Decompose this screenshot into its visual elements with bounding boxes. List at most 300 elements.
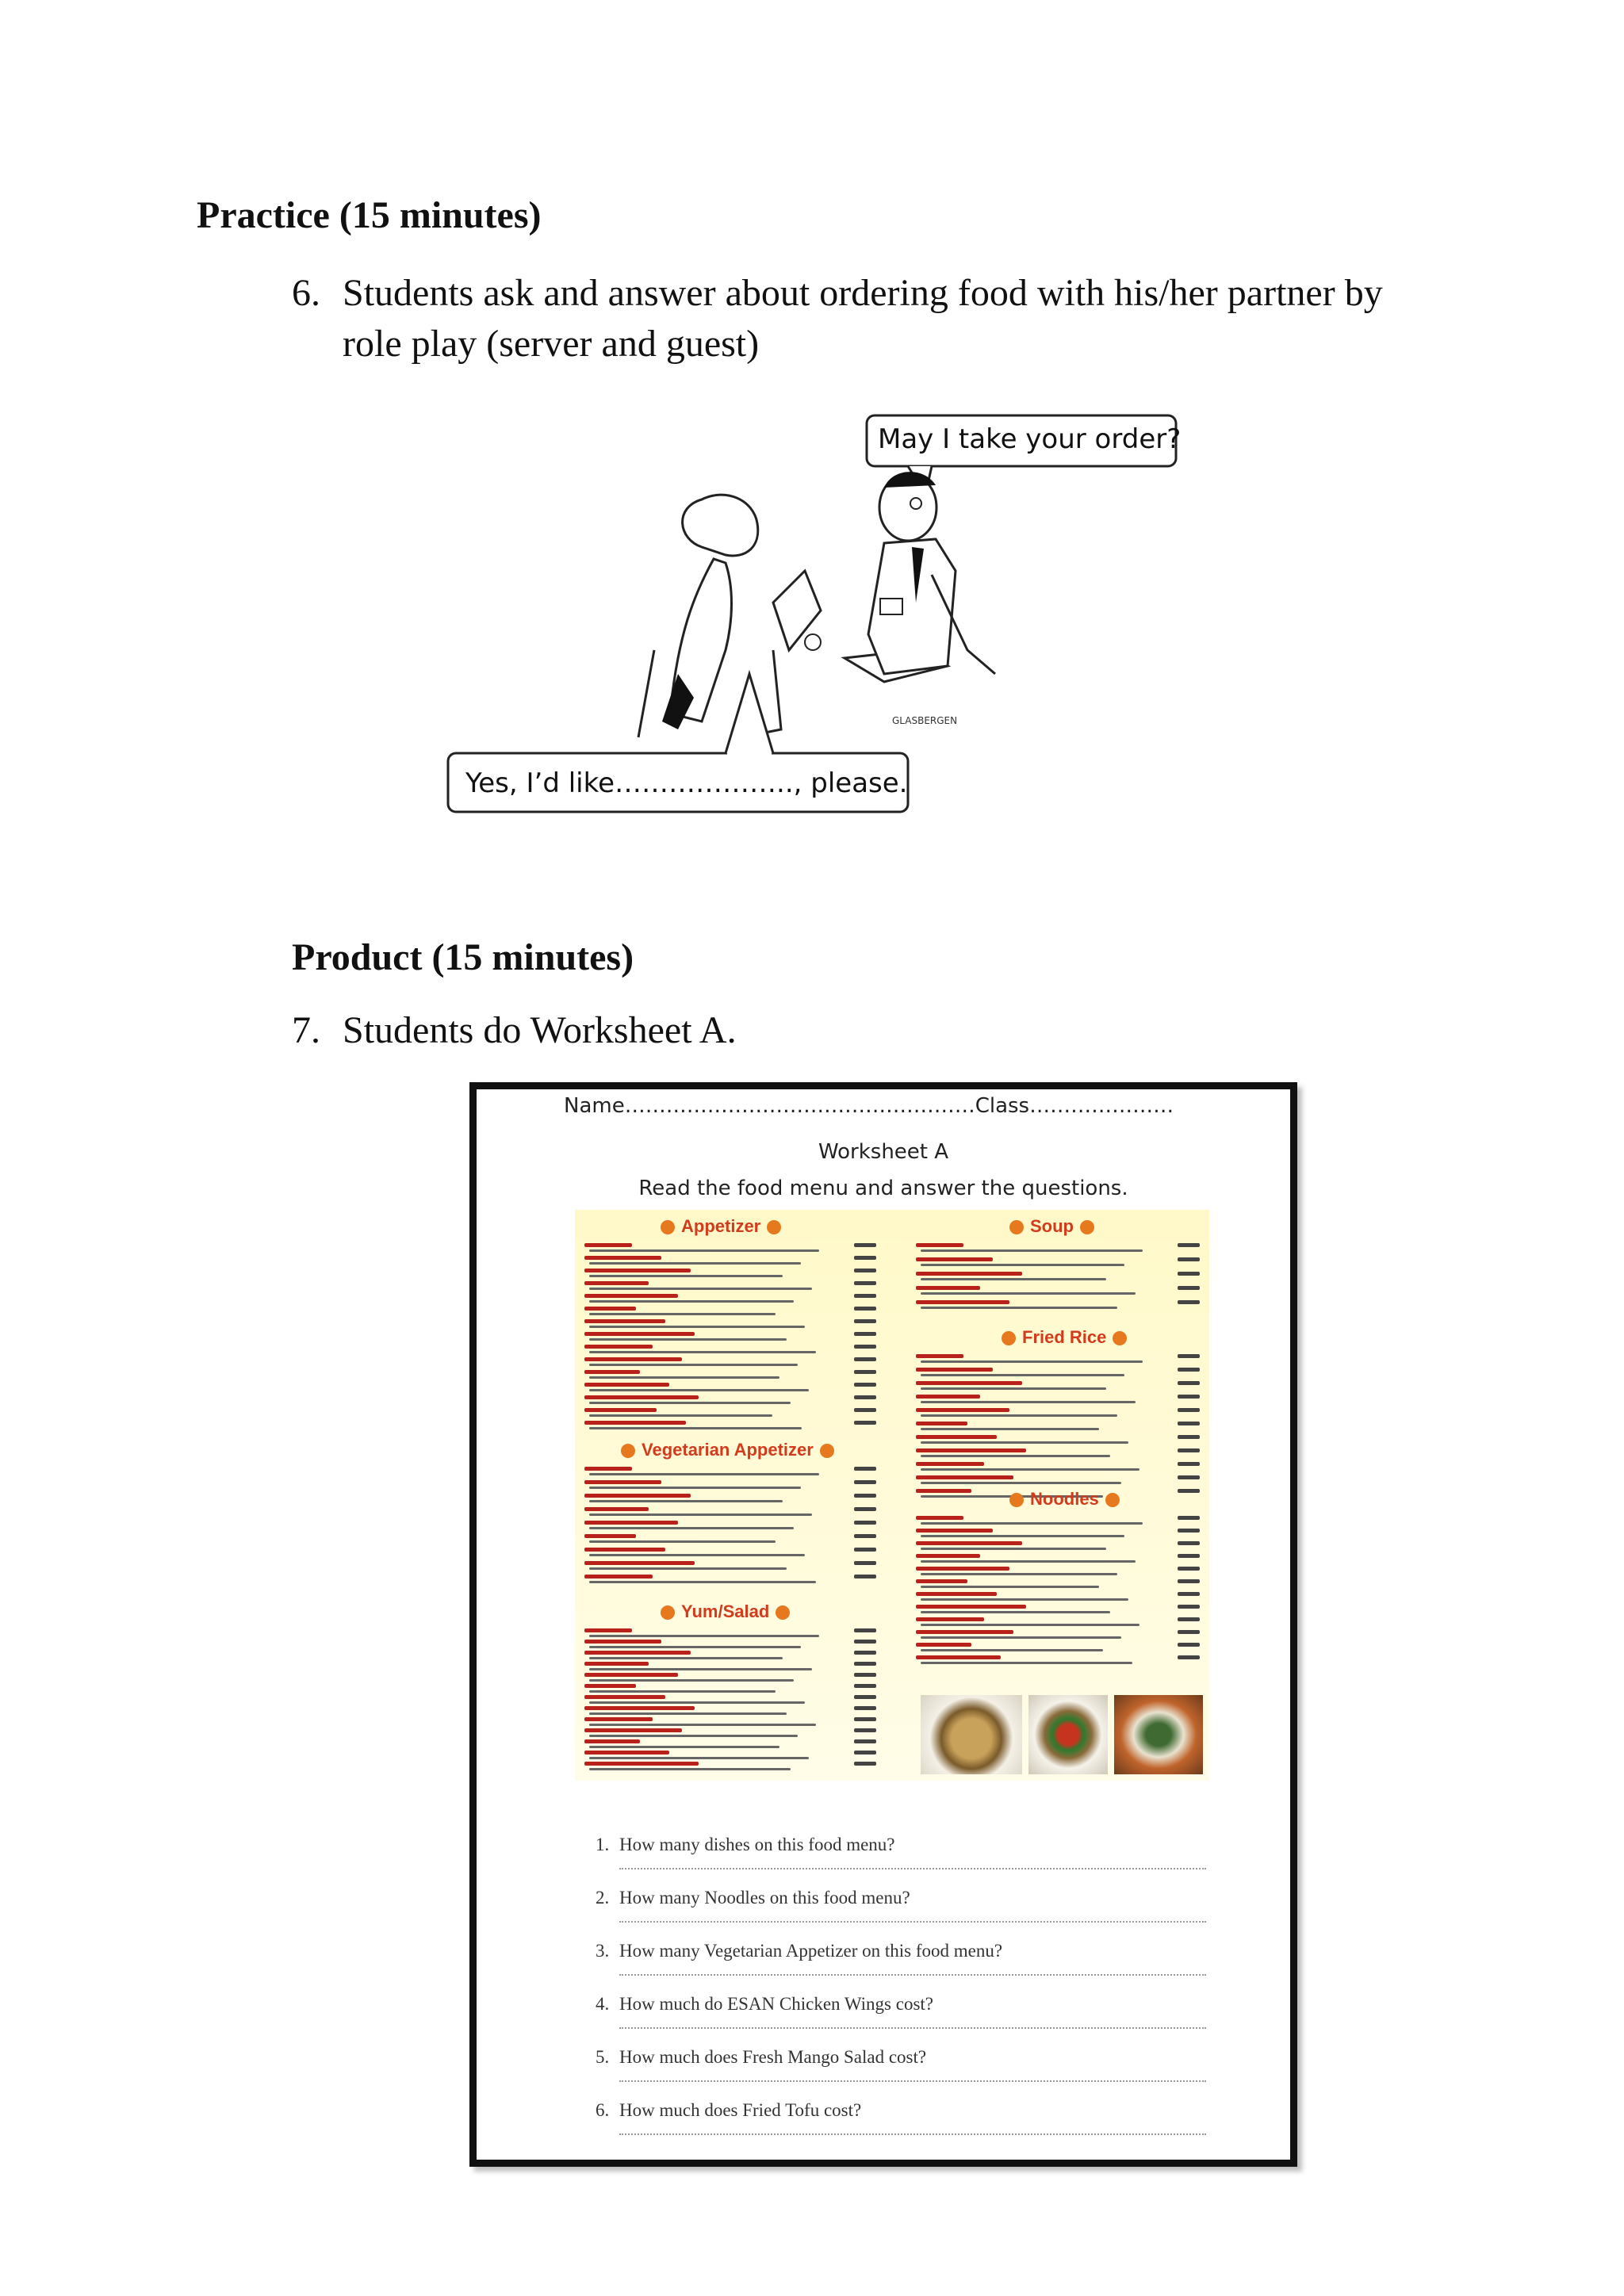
menu-item-name [584, 1421, 686, 1425]
menu-item-row [916, 1516, 1201, 1527]
menu-item-description [921, 1548, 1106, 1550]
menu-item-price [854, 1534, 876, 1538]
menu-item-description [589, 1376, 779, 1379]
menu-item-row [584, 1319, 878, 1330]
menu-item-description [921, 1307, 1117, 1309]
menu-item-row [584, 1728, 878, 1739]
menu-item-name [916, 1368, 993, 1372]
menu-item-name [584, 1684, 636, 1688]
menu-item-row [916, 1462, 1201, 1473]
menu-item-price [854, 1695, 876, 1699]
menu-item-row [916, 1448, 1201, 1460]
worksheet-title: Worksheet A [818, 1140, 949, 1164]
menu-item-row [916, 1368, 1201, 1379]
menu-item-price [1178, 1529, 1200, 1533]
soup-rows [916, 1243, 1201, 1322]
menu-item-row [916, 1655, 1201, 1667]
menu-item-row [584, 1357, 878, 1368]
menu-item-row [916, 1630, 1201, 1641]
menu-section-appetizer [654, 1216, 787, 1237]
menu-item-price [854, 1561, 876, 1565]
food-menu [575, 1210, 1209, 1781]
menu-item-description [921, 1636, 1121, 1639]
menu-item-row [584, 1684, 878, 1695]
menu-item-description [589, 1351, 816, 1353]
cartoon-drawing [440, 412, 1178, 825]
menu-item-description [589, 1262, 801, 1265]
flower-bullet-icon [820, 1444, 834, 1458]
menu-item-row [916, 1617, 1201, 1628]
menu-item-description [589, 1701, 805, 1704]
flower-bullet-icon [1113, 1331, 1127, 1345]
menu-item-price [854, 1467, 876, 1471]
food-photo-3 [1114, 1695, 1203, 1774]
menu-item-description [589, 1487, 801, 1489]
menu-item-price [854, 1345, 876, 1349]
menu-item-price [1178, 1300, 1200, 1304]
menu-item-name [584, 1728, 682, 1732]
menu-item-price [854, 1507, 876, 1511]
menu-item-name [584, 1480, 661, 1484]
menu-item-price [854, 1706, 876, 1710]
menu-item-row [584, 1243, 878, 1254]
menu-section-soup [1003, 1216, 1101, 1237]
menu-item-row [584, 1467, 878, 1478]
menu-item-description [589, 1581, 816, 1583]
menu-item-description [589, 1679, 794, 1682]
menu-item-price [1178, 1243, 1200, 1247]
flower [805, 634, 821, 650]
worksheet-questions [596, 1835, 1230, 2160]
menu-item-description [921, 1649, 1103, 1651]
menu-item-name [916, 1272, 1022, 1276]
menu-item-description [589, 1313, 776, 1315]
answer-line [619, 2027, 1206, 2029]
menu-item-name [916, 1592, 997, 1596]
menu-item-description [589, 1414, 772, 1417]
menu-item-row [916, 1567, 1201, 1578]
menu-item-row [916, 1643, 1201, 1654]
yum-salad-rows [584, 1628, 878, 1779]
menu-item-name [584, 1345, 653, 1349]
menu-item-description [921, 1441, 1128, 1444]
menu-item-name [584, 1383, 669, 1387]
menu-item-row [584, 1706, 878, 1717]
menu-item-row [916, 1529, 1201, 1540]
menu-item-description [921, 1292, 1136, 1295]
menu-item-name [916, 1643, 971, 1647]
menu-item-row [584, 1673, 878, 1684]
menu-item-row [916, 1272, 1201, 1283]
flower-bullet-icon [1009, 1493, 1024, 1507]
menu-item-row [584, 1421, 878, 1432]
menu-item-name [584, 1706, 695, 1710]
menu-item-description [589, 1690, 776, 1693]
menu-item-name [584, 1494, 691, 1498]
menu-item-description [589, 1500, 783, 1502]
fried-rice-rows [916, 1354, 1201, 1505]
menu-item-name [916, 1617, 984, 1621]
menu-item-name [916, 1475, 1013, 1479]
menu-item-description [589, 1389, 809, 1391]
menu-item-description [589, 1513, 812, 1516]
menu-item-description [921, 1522, 1143, 1525]
worksheet-name-class-line: Name……………………………………………Class………………… [564, 1094, 1174, 1118]
menu-item-price [854, 1421, 876, 1425]
menu-item-name [584, 1408, 657, 1412]
menu-item-name [916, 1435, 997, 1439]
menu-item-name [584, 1651, 691, 1655]
restaurant-cartoon [440, 412, 1182, 825]
menu-item-description [589, 1540, 776, 1543]
menu-item-row [584, 1548, 878, 1559]
product-heading: Product (15 minutes) [292, 936, 634, 978]
vegetarian-label: Vegetarian Appetizer [642, 1440, 814, 1460]
menu-item-name [916, 1408, 1009, 1412]
menu-item-price [854, 1662, 876, 1666]
menu-item-row [584, 1370, 878, 1381]
menu-item-price [1178, 1579, 1200, 1583]
menu-item-row [916, 1381, 1201, 1392]
menu-item-description [589, 1364, 798, 1366]
menu-item-description [589, 1427, 802, 1429]
menu-item-row [916, 1592, 1201, 1603]
question-number: 4. [596, 1994, 610, 2014]
menu-item-description [921, 1374, 1124, 1376]
fried-rice-label: Fried Rice [1022, 1327, 1107, 1347]
appetizer-label: Appetizer [681, 1216, 761, 1236]
menu-item-name [916, 1354, 963, 1358]
answer-line [619, 1868, 1206, 1869]
menu-item-price [1178, 1489, 1200, 1493]
menu-item-description [589, 1249, 819, 1252]
flower-bullet-icon [621, 1444, 635, 1458]
menu-item-description [921, 1611, 1110, 1613]
menu-item-name [584, 1395, 699, 1399]
menu-item-row [916, 1554, 1201, 1565]
menu-item-price [854, 1494, 876, 1498]
question-number: 6. [596, 2100, 610, 2120]
menu-item-row [916, 1541, 1201, 1552]
question-text: How much does Fresh Mango Salad cost? [619, 2047, 927, 2067]
menu-item-description [921, 1573, 1117, 1575]
menu-section-yum-salad [654, 1601, 796, 1622]
menu-item-price [854, 1243, 876, 1247]
menu-item-row [584, 1662, 878, 1673]
menu-item-row [916, 1422, 1201, 1433]
menu-item-description [589, 1724, 816, 1726]
menu-item-name [916, 1529, 993, 1533]
menu-item-name [584, 1269, 691, 1272]
menu-item-name [584, 1294, 678, 1298]
menu-item-price [854, 1269, 876, 1272]
menu-item-name [584, 1762, 699, 1766]
practice-item-number: 6. [292, 272, 320, 314]
menu-item-name [584, 1319, 665, 1323]
menu-item-name [916, 1630, 1013, 1634]
menu-item-description [589, 1275, 783, 1277]
menu-item-description [589, 1554, 805, 1556]
woman-hair [683, 495, 758, 556]
menu-item-row [584, 1717, 878, 1728]
flower-bullet-icon [661, 1220, 675, 1234]
menu-item-price [1178, 1354, 1200, 1358]
menu-item-price [1178, 1643, 1200, 1647]
flower-bullet-icon [661, 1605, 675, 1620]
practice-heading: Practice (15 minutes) [197, 194, 542, 236]
menu-section-fried-rice [995, 1327, 1133, 1348]
answer-line [619, 1921, 1206, 1923]
worksheet-instruction: Read the food menu and answer the questions. [638, 1177, 1128, 1200]
menu-item-row [584, 1269, 878, 1280]
menu-item-price [854, 1628, 876, 1632]
menu-item-description [589, 1657, 783, 1659]
menu-item-description [589, 1300, 794, 1303]
menu-item-description [589, 1527, 794, 1529]
menu-item-description [589, 1746, 779, 1748]
menu-item-price [1178, 1630, 1200, 1634]
question-number: 5. [596, 2047, 610, 2067]
menu-item-price [1178, 1516, 1200, 1520]
noodles-rows [916, 1516, 1201, 1674]
menu-section-vegetarian [615, 1440, 841, 1460]
menu-item-price [854, 1256, 876, 1260]
menu-item-description [921, 1560, 1136, 1563]
menu-item-name [584, 1751, 669, 1755]
question-number: 2. [596, 1888, 610, 1908]
menu-item-row [584, 1561, 878, 1572]
menu-item-price [854, 1408, 876, 1412]
menu-item-row [584, 1494, 878, 1505]
menu-item-name [916, 1516, 963, 1520]
menu-item-row [584, 1294, 878, 1305]
menu-item-description [921, 1468, 1139, 1471]
menu-item-price [854, 1307, 876, 1311]
guest-bubble-text: Yes, I’d like……………….., please. [465, 767, 908, 799]
menu-item-row [584, 1751, 878, 1762]
menu-item-name [584, 1662, 649, 1666]
menu-item-price [1178, 1272, 1200, 1276]
menu-item-description [921, 1535, 1124, 1537]
menu-item-description [589, 1712, 787, 1715]
menu-item-description [921, 1360, 1143, 1363]
menu-item-name [584, 1739, 640, 1743]
menu-item-name [584, 1640, 661, 1644]
menu-item-price [854, 1480, 876, 1484]
menu-item-row [916, 1257, 1201, 1269]
menu-item-description [921, 1264, 1124, 1266]
menu-item-name [916, 1257, 993, 1261]
worksheet-a-image [469, 1082, 1297, 2167]
menu-item-row [584, 1739, 878, 1751]
guest-bubble-tail [726, 674, 773, 753]
yum-salad-label: Yum/Salad [681, 1601, 770, 1621]
question-text: How many Noodles on this food menu? [619, 1888, 910, 1908]
menu-item-name [916, 1541, 1022, 1545]
menu-item-price [1178, 1541, 1200, 1545]
menu-item-name [584, 1561, 695, 1565]
menu-item-row [584, 1651, 878, 1662]
menu-item-description [589, 1288, 812, 1290]
menu-item-name [916, 1448, 1026, 1452]
product-item-number: 7. [292, 1009, 320, 1051]
flower-bullet-icon [1080, 1220, 1094, 1234]
menu-item-name [584, 1507, 649, 1511]
menu-item-price [854, 1548, 876, 1552]
menu-item-name [584, 1357, 682, 1361]
menu-item-price [854, 1728, 876, 1732]
menu-item-name [584, 1370, 640, 1374]
menu-item-name [584, 1243, 632, 1247]
menu-item-price [854, 1370, 876, 1374]
menu-item-name [584, 1548, 665, 1552]
menu-item-description [921, 1598, 1128, 1601]
menu-item-row [584, 1575, 878, 1586]
practice-item-line1: Students ask and answer about ordering food with his/her partner by [343, 272, 1383, 314]
menu-item-row [916, 1243, 1201, 1254]
menu-item-price [1178, 1605, 1200, 1609]
practice-item-line2: role play (server and guest) [343, 323, 760, 365]
question-text: How much do ESAN Chicken Wings cost? [619, 1994, 933, 2014]
menu-item-name [584, 1281, 649, 1285]
menu-item-description [921, 1586, 1099, 1588]
flower-bullet-icon [776, 1605, 790, 1620]
appetizer-rows [584, 1243, 878, 1433]
menu-item-row [916, 1475, 1201, 1487]
menu-item-price [854, 1575, 876, 1578]
menu-item-row [584, 1695, 878, 1706]
menu-item-row [584, 1383, 878, 1394]
menu-item-price [1178, 1567, 1200, 1571]
menu-item-name [584, 1521, 678, 1525]
menu-item-name [916, 1489, 971, 1493]
menu-item-row [584, 1256, 878, 1267]
vegetarian-rows [584, 1467, 878, 1594]
menu-item-row [584, 1408, 878, 1419]
menu-item-row [916, 1579, 1201, 1590]
menu-item-row [584, 1640, 878, 1651]
menu-item-description [921, 1482, 1121, 1484]
menu-item-description [921, 1278, 1106, 1280]
food-photo-2 [1028, 1695, 1108, 1774]
menu-item-description [589, 1635, 819, 1637]
menu-item-price [1178, 1395, 1200, 1399]
product-item-text: Students do Worksheet A. [343, 1009, 737, 1051]
menu-item-price [854, 1717, 876, 1721]
menu-item-price [854, 1281, 876, 1285]
menu-item-name [916, 1300, 1009, 1304]
menu-item-row [584, 1762, 878, 1773]
menu-item-description [921, 1428, 1099, 1430]
menu-item-name [916, 1395, 980, 1399]
menu-item-name [916, 1422, 967, 1425]
flower-bullet-icon [1002, 1331, 1016, 1345]
menu-item-row [584, 1332, 878, 1343]
food-photo-1 [921, 1695, 1022, 1774]
menu-section-noodles [1003, 1489, 1126, 1510]
menu-item-price [854, 1640, 876, 1644]
menu-item-row [916, 1300, 1201, 1311]
flower-bullet-icon [1009, 1220, 1024, 1234]
server-bubble-text: May I take your order? [878, 423, 1182, 455]
menu-item-price [1178, 1655, 1200, 1659]
menu-item-price [854, 1673, 876, 1677]
menu-item-row [916, 1605, 1201, 1616]
menu-item-price [854, 1332, 876, 1336]
answer-line [619, 2133, 1206, 2135]
menu-item-name [584, 1575, 653, 1578]
order-pad [880, 599, 902, 614]
menu-item-description [589, 1473, 819, 1475]
menu-item-name [916, 1655, 1001, 1659]
answer-line [619, 1974, 1206, 1976]
menu-item-description [589, 1338, 787, 1341]
menu-item-price [854, 1319, 876, 1323]
menu-item-row [584, 1507, 878, 1518]
question-text: How much does Fried Tofu cost? [619, 2100, 862, 2120]
menu-item-price [854, 1357, 876, 1361]
menu-item-price [854, 1751, 876, 1755]
menu-item-description [589, 1757, 809, 1759]
soup-label: Soup [1030, 1216, 1074, 1236]
menu-item-name [916, 1579, 967, 1583]
menu-item-name [916, 1286, 980, 1290]
menu-item-description [589, 1402, 791, 1404]
menu-item-price [854, 1651, 876, 1655]
question-number: 1. [596, 1835, 610, 1854]
menu-item-price [854, 1684, 876, 1688]
menu-item-name [584, 1717, 653, 1721]
menu-item-price [1178, 1462, 1200, 1466]
menu-item-name [584, 1534, 636, 1538]
menu-item-row [584, 1480, 878, 1491]
menu-item-price [854, 1739, 876, 1743]
menu-item-description [589, 1735, 798, 1737]
menu-item-price [1178, 1448, 1200, 1452]
menu-item-row [916, 1395, 1201, 1406]
menu-item-price [1178, 1554, 1200, 1558]
menu-item-row [916, 1354, 1201, 1365]
menu-item-name [584, 1628, 632, 1632]
menu-item-price [1178, 1286, 1200, 1290]
menu-item-price [1178, 1422, 1200, 1425]
menu-item-row [916, 1435, 1201, 1446]
question-text: How many Vegetarian Appetizer on this food menu? [619, 1941, 1003, 1961]
menu-item-price [1178, 1617, 1200, 1621]
menu-item-description [921, 1662, 1132, 1664]
menu-item-price [854, 1383, 876, 1387]
noodles-label: Noodles [1030, 1489, 1099, 1509]
flower-bullet-icon [1105, 1493, 1120, 1507]
menu-item-description [589, 1668, 812, 1670]
menu-item-price [854, 1521, 876, 1525]
menu-item-description [589, 1567, 787, 1570]
menu-item-row [916, 1408, 1201, 1419]
menu-item-row [584, 1534, 878, 1545]
menu-item-name [916, 1243, 963, 1247]
menu-item-name [584, 1332, 695, 1336]
menu-item-price [1178, 1408, 1200, 1412]
menu-item-name [916, 1381, 1022, 1385]
menu-item-description [921, 1249, 1143, 1252]
answer-line [619, 2080, 1206, 2082]
menu-item-description [589, 1768, 791, 1770]
question-text: How many dishes on this food menu? [619, 1835, 895, 1854]
menu-item-price [1178, 1368, 1200, 1372]
menu-item-description [921, 1624, 1139, 1626]
menu-item-name [916, 1462, 984, 1466]
menu-item-description [921, 1455, 1110, 1457]
